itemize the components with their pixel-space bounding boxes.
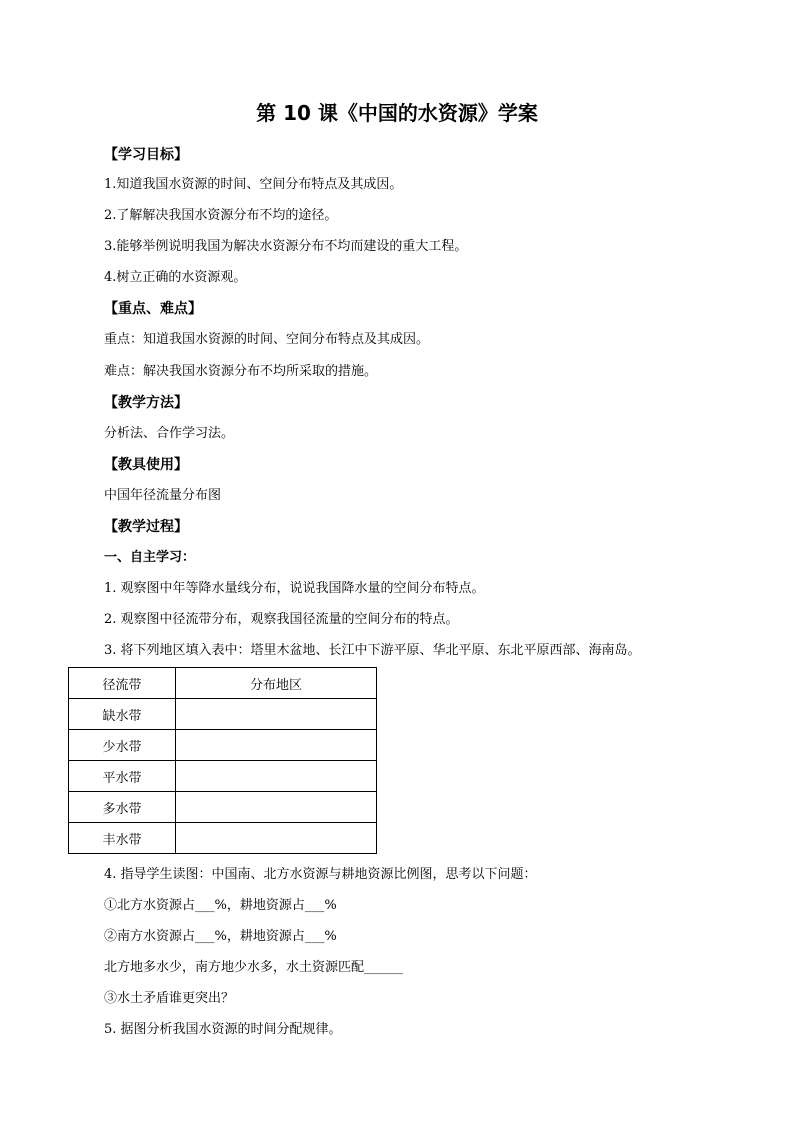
table-row [69, 761, 377, 792]
table-cell-zone: 少水带 [69, 730, 176, 761]
tools-text: 中国年径流量分布图 [104, 488, 222, 503]
objectives-heading: 【学习目标】 [104, 147, 188, 163]
question-2: 2. 观察图中径流带分布，观察我国径流量的空间分布的特点。 [104, 612, 459, 627]
runoff-zone-table [68, 667, 377, 854]
objective-item: 2.了解解决我国水资源分布不均的途径。 [104, 208, 338, 223]
table-cell-zone: 多水带 [69, 792, 176, 823]
table-cell-region[interactable] [176, 823, 377, 854]
objective-item: 1.知道我国水资源的时间、空间分布特点及其成因。 [104, 177, 403, 192]
self-study-heading: 一、自主学习： [104, 550, 196, 565]
question-1: 1. 观察图中年等降水量线分布，说说我国降水量的空间分布特点。 [104, 581, 485, 596]
question-4-b: ②南方水资源占___%，耕地资源占___% [104, 929, 337, 944]
page-title: 第 10 课《中国的水资源》学案 [256, 101, 538, 125]
table-header-row [69, 668, 377, 699]
objective-item: 4.树立正确的水资源观。 [104, 270, 247, 285]
table-cell-region[interactable] [176, 699, 377, 730]
question-5: 5. 据图分析我国水资源的时间分配规律。 [104, 1022, 342, 1037]
key-point-text: 重点：知道我国水资源的时间、空间分布特点及其成因。 [104, 332, 430, 347]
question-4: 4. 指导学生读图：中国南、北方水资源与耕地资源比例图，思考以下问题： [104, 867, 537, 882]
question-4-a: ①北方水资源占___%，耕地资源占___% [104, 898, 337, 913]
table-row [69, 699, 377, 730]
table-row [69, 730, 377, 761]
table-cell-region[interactable] [176, 792, 377, 823]
difficult-point-text: 难点：解决我国水资源分布不均所采取的措施。 [104, 364, 378, 379]
table-row [69, 792, 377, 823]
table-cell-zone: 丰水带 [69, 823, 176, 854]
tools-heading: 【教具使用】 [104, 457, 188, 473]
table-row [69, 823, 377, 854]
table-cell-region[interactable] [176, 730, 377, 761]
methods-text: 分析法、合作学习法。 [104, 426, 235, 441]
table-cell-region[interactable] [176, 761, 377, 792]
objective-item: 3.能够举例说明我国为解决水资源分布不均而建设的重大工程。 [104, 239, 468, 254]
table-header-zone: 径流带 [69, 668, 176, 699]
table-header-region: 分布地区 [176, 668, 377, 699]
question-4-c: 北方地多水少，南方地少水多，水土资源匹配______ [104, 960, 404, 975]
key-points-heading: 【重点、难点】 [104, 301, 202, 317]
table-cell-zone: 缺水带 [69, 699, 176, 730]
methods-heading: 【教学方法】 [104, 395, 188, 411]
process-heading: 【教学过程】 [104, 519, 188, 535]
table-cell-zone: 平水带 [69, 761, 176, 792]
question-4-d: ③水土矛盾谁更突出？ [104, 991, 235, 1006]
question-3: 3. 将下列地区填入表中：塔里木盆地、长江中下游平原、华北平原、东北平原西部、海南岛。 [104, 643, 641, 658]
